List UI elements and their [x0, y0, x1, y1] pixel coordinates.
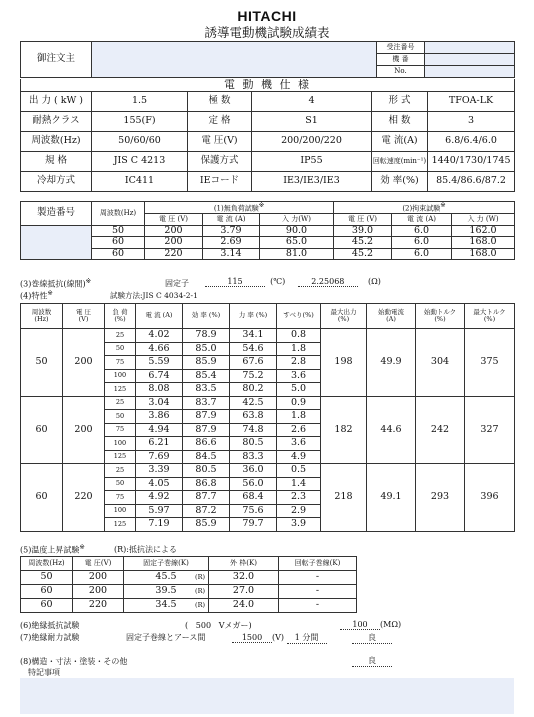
temp-cell: 50 [21, 571, 73, 585]
spec-title: 電 動 機 仕 様 [21, 79, 515, 92]
temp-cell: 220 [73, 599, 124, 613]
char-freq: 50 [21, 329, 63, 397]
char-start-cur: 44.6 [367, 396, 416, 464]
char-cell: 86.6 [183, 437, 230, 451]
noload-cell: 45.2 [334, 248, 392, 259]
char-cell: 56.0 [230, 477, 277, 491]
noload-cell: 65.0 [260, 237, 334, 248]
customer-label: 御注文主 [21, 42, 92, 78]
spec-cell: 冷却方式 [21, 172, 92, 192]
char-start-torque: 242 [416, 396, 465, 464]
insulation-megger: ( 500 Vメガー) [185, 621, 252, 630]
spec-table [20, 79, 515, 192]
structure-result: 良 [352, 655, 392, 667]
char-method: 試験方法:JIS C 4034-2-1 [110, 291, 198, 300]
noload-cell: 6.0 [392, 226, 452, 237]
spec-cell: IEコード [188, 172, 252, 192]
char-cell: 0.5 [277, 464, 321, 478]
no-value [425, 66, 515, 78]
spec-cell: 周波数(Hz) [21, 132, 92, 152]
char-cell: 42.5 [230, 396, 277, 410]
noload-cell: 45.2 [334, 237, 392, 248]
char-cell: 83.7 [183, 396, 230, 410]
temp-cell: 24.0 [209, 599, 279, 613]
noload-cell: 200 [145, 226, 203, 237]
customer-table [20, 41, 515, 78]
char-cell: 0.8 [277, 329, 321, 343]
freq-label: 周波数(Hz) [92, 202, 145, 226]
char-cell: 5.59 [136, 356, 183, 370]
spec-cell: JIS C 4213 [92, 152, 188, 172]
spec-cell: 規 格 [21, 152, 92, 172]
noload-cell: 168.0 [452, 248, 515, 259]
spec-cell: 1440/1730/1745 [428, 152, 515, 172]
char-max-out: 182 [321, 396, 367, 464]
char-header: 周波数 (Hz) [21, 304, 63, 329]
temp-header: 外 枠(K) [209, 557, 279, 571]
char-cell: 3.04 [136, 396, 183, 410]
order-number-value [425, 42, 515, 54]
char-cell: 4.66 [136, 342, 183, 356]
char-cell: 3.6 [277, 369, 321, 383]
temp-cell: - [279, 585, 357, 599]
char-volt: 200 [63, 396, 105, 464]
insulation-test: (6)絶縁抵抗試験 [20, 621, 80, 630]
char-cell: 7.19 [136, 518, 183, 532]
char-cell: 25 [105, 396, 136, 410]
char-start-cur: 49.1 [367, 464, 416, 532]
char-header: 力 率 (%) [230, 304, 277, 329]
char-cell: 2.9 [277, 504, 321, 518]
spec-cell: 効 率(%) [372, 172, 428, 192]
char-cell: 63.8 [230, 410, 277, 424]
insulation-value: 100 (MΩ) [340, 620, 401, 630]
temp-cell: 200 [73, 571, 124, 585]
char-cell: 125 [105, 383, 136, 397]
temp-cell: 45.5 (R) [124, 571, 209, 585]
char-cell: 3.9 [277, 518, 321, 532]
noload-cell: 60 [92, 237, 145, 248]
char-start-cur: 49.9 [367, 329, 416, 397]
char-cell: 4.02 [136, 329, 183, 343]
temp-cell: 27.0 [209, 585, 279, 599]
noload-col-header: 電 圧 (V) [145, 214, 203, 226]
temp-header: 周波数(Hz) [21, 557, 73, 571]
char-start-torque: 304 [416, 329, 465, 397]
char-cell: 1.8 [277, 410, 321, 424]
char-max-torque: 327 [465, 396, 515, 464]
resistance-method-mark: (R) [195, 587, 205, 595]
temp-cell: - [279, 571, 357, 585]
spec-cell: 50/60/60 [92, 132, 188, 152]
notes-label: 特記事項 [28, 668, 60, 677]
noload-cell: 2.69 [203, 237, 260, 248]
char-cell: 4.9 [277, 450, 321, 464]
noload-cell: 50 [92, 226, 145, 237]
char-cell: 75 [105, 356, 136, 370]
noload-cell: 60 [92, 248, 145, 259]
char-header: 始動電流 (A) [367, 304, 416, 329]
char-cell: 50 [105, 410, 136, 424]
char-cell: 75 [105, 423, 136, 437]
char-max-torque: 396 [465, 464, 515, 532]
char-header: 電 流 (A) [136, 304, 183, 329]
noload-cell: 3.14 [203, 248, 260, 259]
temp-cell: 32.0 [209, 571, 279, 585]
char-cell: 6.21 [136, 437, 183, 451]
char-cell: 80.5 [230, 437, 277, 451]
winding-resistance: (3)巻線抵抗(線間)※ [20, 277, 92, 289]
char-cell: 79.7 [230, 518, 277, 532]
spec-cell: 電 圧(V) [188, 132, 252, 152]
char-cell: 6.74 [136, 369, 183, 383]
char-cell: 84.5 [183, 450, 230, 464]
char-cell: 100 [105, 504, 136, 518]
spec-cell: 耐熱クラス [21, 112, 92, 132]
temp-header: 回転子巻線(K) [279, 557, 357, 571]
winding-temp: 115 (℃) 2.25068 (Ω) [205, 277, 381, 287]
char-cell: 78.9 [183, 329, 230, 343]
char-cell: 85.0 [183, 342, 230, 356]
spec-cell: 200/200/220 [252, 132, 372, 152]
char-cell: 25 [105, 329, 136, 343]
spec-cell: 1.5 [92, 92, 188, 112]
noload-col-header: 入 力 (W) [452, 214, 515, 226]
char-cell: 85.9 [183, 356, 230, 370]
customer-value [92, 42, 377, 78]
locked-title: (2)拘束試験※ [334, 202, 515, 214]
char-cell: 67.6 [230, 356, 277, 370]
char-cell: 3.6 [277, 437, 321, 451]
noload-col-header: 入 力(W) [260, 214, 334, 226]
char-cell: 87.2 [183, 504, 230, 518]
spec-cell: 6.8/6.4/6.0 [428, 132, 515, 152]
temperature-table [20, 556, 357, 613]
spec-cell: IP55 [252, 152, 372, 172]
char-cell: 86.8 [183, 477, 230, 491]
spec-cell: 155(F) [92, 112, 188, 132]
char-cell: 7.69 [136, 450, 183, 464]
notes-area [20, 678, 514, 714]
char-cell: 125 [105, 450, 136, 464]
serial-label: 製造番号 [21, 202, 92, 226]
char-cell: 8.08 [136, 383, 183, 397]
char-header: 最大トルク (%) [465, 304, 515, 329]
order-number-label: 受注番号 [377, 42, 425, 54]
spec-cell: 保護方式 [188, 152, 252, 172]
char-header: 最大出力 (%) [321, 304, 367, 329]
noload-cell: 168.0 [452, 237, 515, 248]
spec-cell: 出 力 ( kW ) [21, 92, 92, 112]
char-cell: 5.0 [277, 383, 321, 397]
char-max-torque: 375 [465, 329, 515, 397]
noload-cell: 200 [145, 237, 203, 248]
char-header: 負 荷 (%) [105, 304, 136, 329]
spec-cell: 電 流(A) [372, 132, 428, 152]
noload-title: (1)無負荷試験※ [145, 202, 334, 214]
char-header: 始動トルク (%) [416, 304, 465, 329]
spec-cell: 定 格 [188, 112, 252, 132]
char-cell: 87.9 [183, 410, 230, 424]
noload-cell: 39.0 [334, 226, 392, 237]
noload-cell: 3.79 [203, 226, 260, 237]
spec-cell: 4 [252, 92, 372, 112]
char-max-out: 218 [321, 464, 367, 532]
char-cell: 1.8 [277, 342, 321, 356]
no-label: No. [377, 66, 425, 78]
char-cell: 75.2 [230, 369, 277, 383]
char-cell: 50 [105, 477, 136, 491]
char-cell: 75.6 [230, 504, 277, 518]
withstand-desc: 固定子巻線とアース間 [126, 633, 206, 642]
spec-cell: 3 [428, 112, 515, 132]
char-cell: 80.2 [230, 383, 277, 397]
char-cell: 2.6 [277, 423, 321, 437]
temp-cell: 60 [21, 585, 73, 599]
char-cell: 36.0 [230, 464, 277, 478]
model-value [425, 54, 515, 66]
char-cell: 68.4 [230, 491, 277, 505]
char-max-out: 198 [321, 329, 367, 397]
char-cell: 4.92 [136, 491, 183, 505]
char-cell: 100 [105, 369, 136, 383]
char-volt: 200 [63, 329, 105, 397]
noload-cell: 81.0 [260, 248, 334, 259]
temp-cell: 39.5 (R) [124, 585, 209, 599]
noload-col-header: 電 圧 (V) [334, 214, 392, 226]
noload-col-header: 電 流 (A) [203, 214, 260, 226]
char-cell: 2.3 [277, 491, 321, 505]
temp-label: (5)温度上昇試験※ [20, 543, 85, 555]
noload-cell: 220 [145, 248, 203, 259]
char-cell: 85.4 [183, 369, 230, 383]
spec-cell: 極 数 [188, 92, 252, 112]
char-cell: 87.9 [183, 423, 230, 437]
noload-locked-table [20, 201, 515, 260]
char-cell: 74.8 [230, 423, 277, 437]
char-cell: 3.39 [136, 464, 183, 478]
char-cell: 4.05 [136, 477, 183, 491]
char-cell: 100 [105, 437, 136, 451]
char-cell: 83.5 [183, 383, 230, 397]
char-volt: 220 [63, 464, 105, 532]
spec-cell: 回転速度(min⁻¹) [372, 152, 428, 172]
temp-cell: 34.5 (R) [124, 599, 209, 613]
temp-cell: 200 [73, 585, 124, 599]
noload-cell: 90.0 [260, 226, 334, 237]
char-cell: 54.6 [230, 342, 277, 356]
char-header: 効 率 (%) [183, 304, 230, 329]
spec-cell: 形 式 [372, 92, 428, 112]
spec-cell: S1 [252, 112, 372, 132]
serial-value [21, 226, 92, 260]
char-cell: 0.9 [277, 396, 321, 410]
noload-cell: 162.0 [452, 226, 515, 237]
char-label: (4)特性※ [20, 289, 53, 301]
char-freq: 60 [21, 396, 63, 464]
withstand-test: (7)絶縁耐力試験 [20, 633, 80, 642]
brand-logo: HITACHI [237, 8, 297, 24]
resistance-method-mark: (R) [195, 573, 205, 581]
char-cell: 3.86 [136, 410, 183, 424]
temp-cell: - [279, 599, 357, 613]
characteristics-table [20, 303, 515, 532]
withstand-result: 良 [352, 632, 392, 644]
char-header: すべり(%) [277, 304, 321, 329]
char-cell: 125 [105, 518, 136, 532]
char-cell: 87.7 [183, 491, 230, 505]
temp-header: 電 圧(V) [73, 557, 124, 571]
noload-cell: 6.0 [392, 248, 452, 259]
char-cell: 85.9 [183, 518, 230, 532]
spec-cell: TFOA-LK [428, 92, 515, 112]
char-freq: 60 [21, 464, 63, 532]
char-start-torque: 293 [416, 464, 465, 532]
page-title: 誘導電動機試験成績表 [204, 25, 330, 40]
char-cell: 5.97 [136, 504, 183, 518]
char-header: 電 圧 (V) [63, 304, 105, 329]
char-cell: 75 [105, 491, 136, 505]
structure-check: (8)構造・寸法・塗装・その他 [20, 657, 128, 666]
model-label: 機 番 [377, 54, 425, 66]
char-cell: 50 [105, 342, 136, 356]
winding-stator-label: 固定子 [165, 279, 189, 288]
char-cell: 34.1 [230, 329, 277, 343]
spec-cell: IC411 [92, 172, 188, 192]
char-cell: 25 [105, 464, 136, 478]
withstand-values: 1500 (V) 1 分間 [232, 632, 327, 644]
char-cell: 2.8 [277, 356, 321, 370]
spec-cell: IE3/IE3/IE3 [252, 172, 372, 192]
temp-header: 固定子巻線(K) [124, 557, 209, 571]
noload-col-header: 電 流 (A) [392, 214, 452, 226]
noload-cell: 6.0 [392, 237, 452, 248]
char-cell: 83.3 [230, 450, 277, 464]
char-cell: 1.4 [277, 477, 321, 491]
temp-cell: 60 [21, 599, 73, 613]
char-cell: 80.5 [183, 464, 230, 478]
spec-cell: 相 数 [372, 112, 428, 132]
temp-method: (R):抵抗法による [114, 545, 177, 554]
resistance-method-mark: (R) [195, 601, 205, 609]
spec-cell: 85.4/86.6/87.2 [428, 172, 515, 192]
char-cell: 4.94 [136, 423, 183, 437]
